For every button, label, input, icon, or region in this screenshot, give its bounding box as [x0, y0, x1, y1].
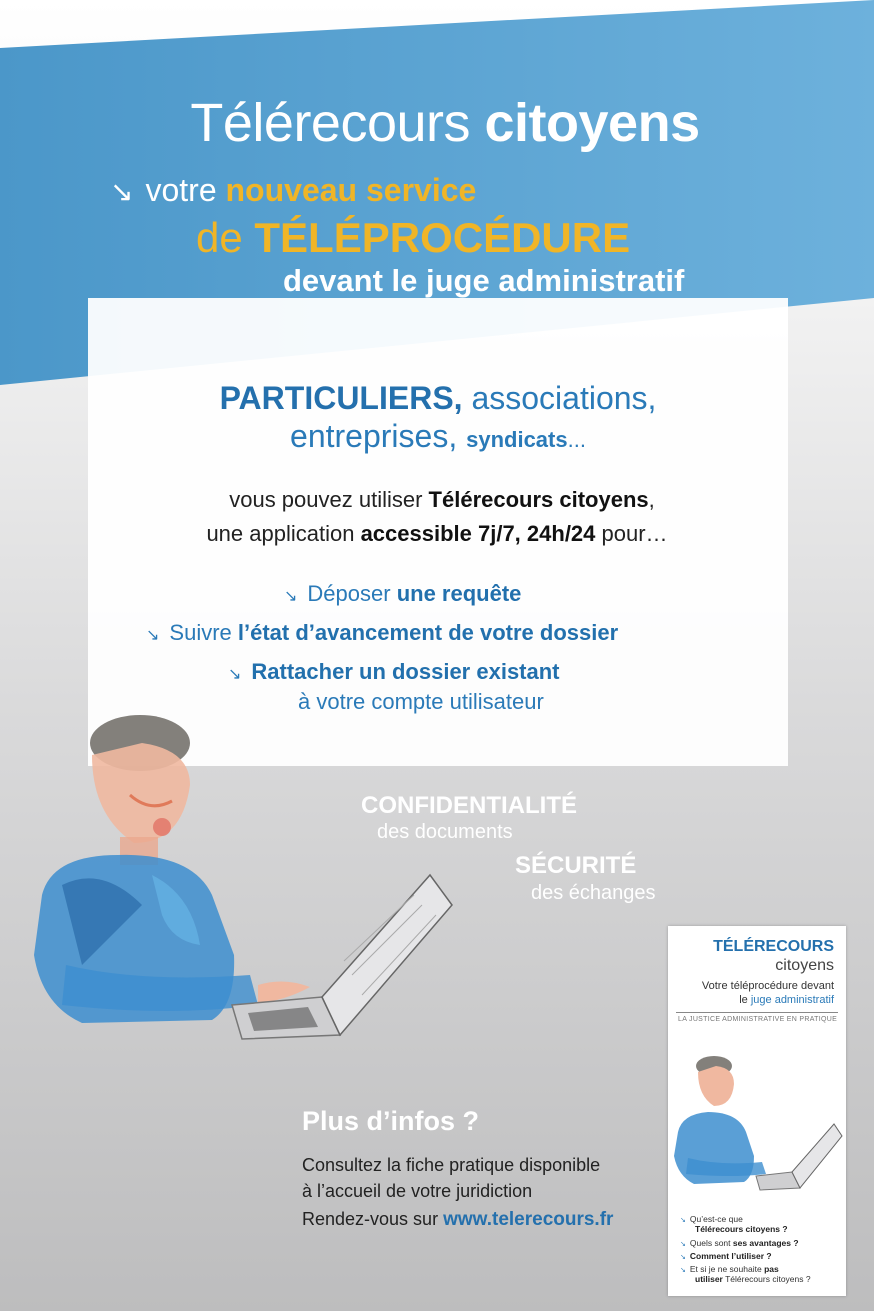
arrow-icon: ↘: [680, 1241, 686, 1248]
security-title: SÉCURITÉ: [515, 852, 637, 879]
subtitle-line-1: ↘ votre nouveau service: [110, 172, 477, 208]
feature-attach-case: ↘ Rattacher un dossier existant: [228, 659, 560, 684]
website-link[interactable]: www.telerecours.fr: [443, 1209, 614, 1230]
page-title: Télérecours citoyens: [190, 93, 700, 153]
audience-line-2: entreprises, syndicats...: [290, 418, 586, 454]
arrow-icon: ↘: [680, 1267, 686, 1274]
brochure-tagline: LA JUSTICE ADMINISTRATIVE EN PRATIQUE: [678, 1016, 838, 1023]
brochure-line-1: Votre téléprocédure devant: [701, 980, 834, 992]
security-subtitle: des échanges: [531, 882, 656, 904]
arrow-icon: ↘: [680, 1217, 686, 1224]
person-with-laptop-illustration: [22, 705, 462, 1045]
arrow-icon: ↘: [110, 176, 134, 207]
arrow-icon: ↘: [284, 588, 298, 605]
more-info-title: Plus d’infos ?: [302, 1106, 480, 1136]
brochure-question-3: ↘ Comment l’utiliser ?: [680, 1251, 772, 1261]
brochure-thumbnail: [668, 926, 846, 1296]
brochure-subtitle: citoyens: [775, 957, 834, 974]
more-info-line-1: Consultez la fiche pratique disponible: [302, 1155, 601, 1175]
brochure-question-4-line-2: utiliser Télérecours citoyens ?: [695, 1274, 811, 1284]
brochure-title: TÉLÉRECOURS: [713, 938, 834, 955]
arrow-icon: ↘: [228, 666, 242, 683]
arrow-icon: ↘: [680, 1254, 686, 1261]
intro-line-2: une application accessible 7j/7, 24h/24 pour…: [206, 521, 668, 546]
brochure-divider: [676, 1012, 838, 1013]
audience-line-1: PARTICULIERS, associations,: [219, 380, 657, 416]
subtitle-line-2: de TÉLÉPROCÉDURE: [196, 214, 631, 261]
more-info-line-2: à l’accueil de votre juridiction: [302, 1181, 533, 1201]
feature-submit-request: ↘ Déposer une requête: [284, 581, 522, 606]
brochure-question-4: ↘ Et si je ne souhaite pas: [680, 1264, 779, 1274]
intro-line-1: vous pouvez utiliser Télérecours citoyens,: [229, 487, 655, 512]
subtitle-line-3: devant le juge administratif: [283, 263, 685, 298]
feature-track-case: ↘ Suivre l’état d’avancement de votre dossier: [146, 620, 619, 645]
brochure-question-2: ↘ Quels sont ses avantages ?: [680, 1238, 799, 1248]
brochure-illustration: [670, 1052, 844, 1202]
more-info-line-3: Rendez-vous sur www.telerecours.fr: [302, 1209, 614, 1230]
brochure-question-1-line-2: Télérecours citoyens ?: [695, 1224, 788, 1234]
feature-attach-case-line-2: à votre compte utilisateur: [298, 689, 544, 714]
confidentiality-title: CONFIDENTIALITÉ: [361, 792, 577, 819]
brochure-question-1: ↘ Qu’est-ce que: [680, 1214, 743, 1224]
arrow-icon: ↘: [146, 627, 160, 644]
brochure-line-2: le juge administratif: [739, 994, 834, 1006]
confidentiality-subtitle: des documents: [377, 821, 513, 843]
